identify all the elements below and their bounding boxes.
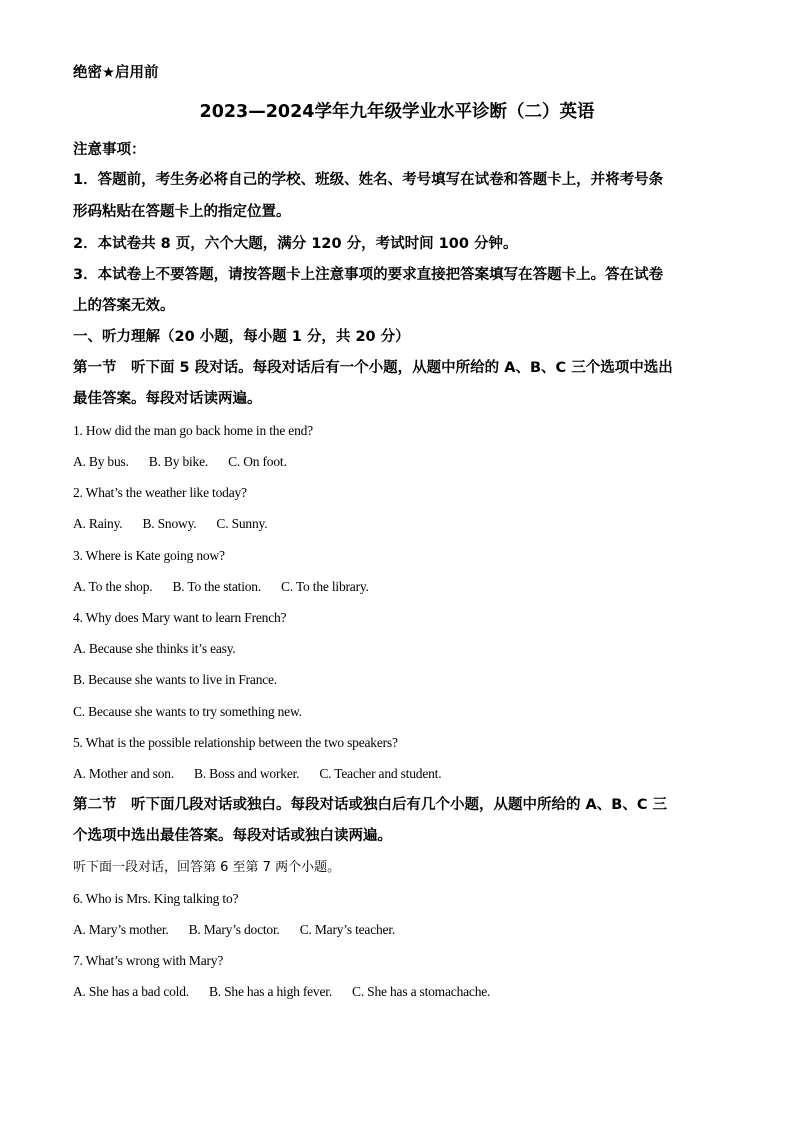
section1-instruction-line-2: 最佳答案。每段对话读两遍。 — [73, 391, 262, 407]
question-1-option-c: C. On foot. — [228, 454, 287, 469]
note-3-line-2: 上的答案无效。 — [73, 298, 175, 314]
question-2-option-a: A. Rainy. — [73, 516, 123, 531]
question-1-stem: 1. How did the man go back home in the end? — [73, 423, 313, 438]
question-6-options — [73, 923, 395, 937]
question-2-options — [73, 517, 267, 531]
question-3-options — [73, 580, 369, 594]
question-4-option-a: A. Because she thinks it’s easy. — [73, 641, 236, 656]
note-1-line-2: 形码粘贴在答题卡上的指定位置。 — [73, 204, 291, 220]
section2-instruction-line-2: 个选项中选出最佳答案。每段对话或独白读两遍。 — [73, 828, 392, 844]
question-1-option-b: B. By bike. — [148, 454, 209, 469]
question-3-option-b: B. To the station. — [172, 579, 262, 594]
question-5-option-a: A. Mother and son. — [73, 766, 175, 781]
question-7-option-c: C. She has a stomachache. — [352, 984, 491, 999]
question-4-option-b: B. Because she wants to live in France. — [73, 672, 278, 687]
question-2-stem: 2. What’s the weather like today? — [73, 485, 247, 500]
dialog-intro: 听下面一段对话，回答第 6 至第 7 两个小题。 — [73, 860, 341, 875]
question-5-option-c: C. Teacher and student. — [319, 766, 442, 781]
question-3-option-a: A. To the shop. — [73, 579, 153, 594]
question-5-options — [73, 767, 441, 781]
question-4-option-c: C. Because she wants to try something new. — [73, 704, 302, 719]
question-5-stem: 5. What is the possible relationship between the two speakers? — [73, 735, 398, 750]
question-6-stem: 6. Who is Mrs. King talking to? — [73, 891, 239, 906]
note-3-line-1: 3．本试卷上不要答题，请按答题卡上注意事项的要求直接把答案填写在答题卡上。答在试卷 — [73, 267, 664, 283]
question-6-option-b: B. Mary’s doctor. — [188, 922, 280, 937]
question-7-option-b: B. She has a high fever. — [208, 984, 333, 999]
part1-heading: 一、听力理解（20 小题，每小题 1 分，共 20 分） — [73, 329, 410, 345]
question-1-options — [73, 455, 287, 469]
section1-instruction-line-1: 第一节 听下面 5 段对话。每段对话后有一个小题，从题中所给的 A、B、C 三个选项中选出 — [73, 360, 673, 376]
question-7-stem: 7. What’s wrong with Mary? — [73, 953, 224, 968]
question-2-option-c: C. Sunny. — [216, 516, 268, 531]
question-4-stem: 4. Why does Mary want to learn French? — [73, 610, 287, 625]
question-5-option-b: B. Boss and worker. — [194, 766, 300, 781]
question-3-stem: 3. Where is Kate going now? — [73, 548, 225, 563]
notes-heading: 注意事项： — [73, 142, 146, 158]
question-7-option-a: A. She has a bad cold. — [73, 984, 189, 999]
note-2: 2．本试卷共 8 页，六个大题，满分 120 分，考试时间 100 分钟。 — [73, 236, 518, 252]
question-6-option-c: C. Mary’s teacher. — [299, 922, 396, 937]
question-6-option-a: A. Mary’s mother. — [73, 922, 169, 937]
question-7-options — [73, 985, 490, 999]
secret-label: 绝密★启用前 — [73, 65, 159, 81]
page-title: 2023—2024学年九年级学业水平诊断（二）英语 — [199, 102, 595, 122]
note-1-line-1: 1．答题前，考生务必将自己的学校、班级、姓名、考号填写在试卷和答题卡上，并将考号条 — [73, 172, 664, 188]
question-1-option-a: A. By bus. — [73, 454, 129, 469]
section2-instruction-line-1: 第二节 听下面几段对话或独白。每段对话或独白后有几个小题，从题中所给的 A、B、C 三 — [73, 797, 668, 813]
question-2-option-b: B. Snowy. — [142, 516, 197, 531]
question-3-option-c: C. To the library. — [281, 579, 369, 594]
